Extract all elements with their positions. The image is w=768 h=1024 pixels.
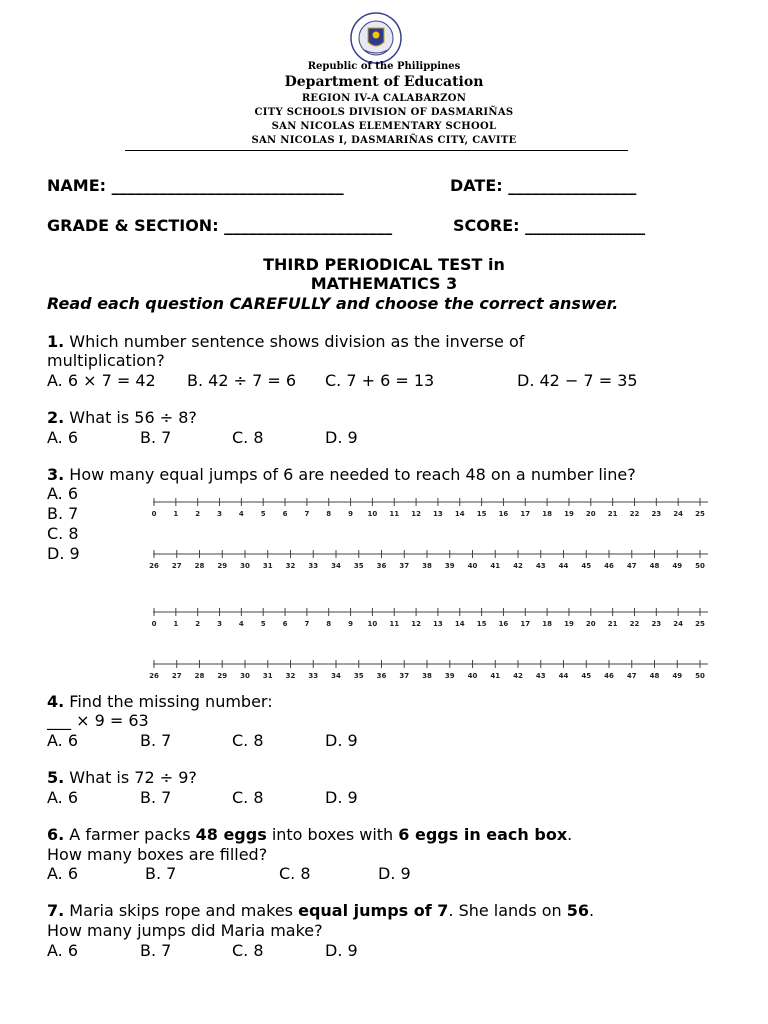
number-line-label: 5 — [260, 510, 266, 518]
q5-option-b: B. 7 — [140, 788, 172, 807]
number-line-label: 2 — [195, 620, 201, 628]
number-line-label: 23 — [651, 510, 662, 518]
number-line-label: 6 — [282, 620, 288, 628]
q3-option-a: A. 6 — [47, 484, 79, 503]
q1-option-a: A. 6 × 7 = 42 — [47, 371, 156, 390]
number-line-label: 33 — [308, 672, 319, 680]
number-line-label: 24 — [673, 510, 684, 518]
number-line-label: 3 — [217, 510, 222, 518]
number-line-label: 8 — [326, 510, 332, 518]
number-line-label: 20 — [585, 620, 596, 628]
number-line-label: 36 — [376, 672, 387, 680]
number-line-label: 20 — [585, 510, 596, 518]
number-line-label: 33 — [308, 562, 319, 570]
number-line-label: 49 — [672, 672, 683, 680]
region-line: REGION IV-A CALABARZON — [301, 93, 467, 104]
number-line-label: 5 — [260, 620, 266, 628]
number-line-label: 30 — [240, 562, 250, 570]
number-line-label: 43 — [535, 672, 546, 680]
number-line-label: 45 — [581, 562, 592, 570]
number-line-label: 30 — [240, 672, 250, 680]
q2-option-a: A. 6 — [47, 428, 79, 447]
q7-option-b: B. 7 — [140, 941, 172, 960]
number-line-label: 14 — [454, 620, 465, 628]
republic-line: Republic of the Philippines — [307, 61, 461, 72]
number-line-label: 48 — [649, 672, 660, 680]
q1-option-c: C. 7 + 6 = 13 — [325, 371, 435, 390]
q2-option-d: D. 9 — [325, 428, 358, 447]
header-divider — [125, 150, 628, 151]
number-line-label: 10 — [367, 620, 378, 628]
question-3: 3. How many equal jumps of 6 are needed to reach 48 on a number line? — [47, 465, 636, 484]
q2-option-c: C. 8 — [232, 428, 264, 447]
question-2: 2. What is 56 ÷ 8? — [47, 408, 197, 427]
question-1-line2: multiplication? — [47, 351, 165, 370]
number-line-label: 10 — [367, 510, 378, 518]
q5-option-c: C. 8 — [232, 788, 264, 807]
q4-option-a: A. 6 — [47, 731, 79, 750]
question-5: 5. What is 72 ÷ 9? — [47, 768, 197, 787]
number-line-label: 11 — [389, 510, 400, 518]
number-line-label: 1 — [173, 510, 179, 518]
number-line-label: 47 — [626, 562, 637, 570]
number-line-label: 0 — [151, 510, 157, 518]
q6-option-b: B. 7 — [145, 864, 177, 883]
department-line: Department of Education — [284, 74, 484, 90]
number-line-label: 49 — [672, 562, 683, 570]
q6-option-d: D. 9 — [378, 864, 411, 883]
number-line-label: 18 — [542, 510, 552, 518]
number-line-label: 17 — [520, 620, 531, 628]
q1-option-b: B. 42 ÷ 7 = 6 — [187, 371, 297, 390]
q6-option-c: C. 8 — [279, 864, 311, 883]
number-line-label: 39 — [444, 562, 455, 570]
number-line-label: 21 — [607, 510, 618, 518]
number-line-label: 7 — [304, 620, 310, 628]
number-line-label: 35 — [353, 562, 364, 570]
q3-option-c: C. 8 — [47, 524, 79, 543]
subject-title: MATHEMATICS 3 — [310, 274, 458, 293]
number-line-label: 22 — [629, 510, 640, 518]
q1-option-d: D. 42 − 7 = 35 — [517, 371, 638, 390]
score-field[interactable]: SCORE: _______________ — [453, 216, 646, 235]
number-line-26-to-50-copy — [148, 652, 714, 682]
number-line-label: 40 — [467, 562, 478, 570]
q7-option-d: D. 9 — [325, 941, 358, 960]
number-line-label: 13 — [433, 510, 443, 518]
number-line-label: 46 — [604, 562, 614, 570]
number-line-label: 27 — [171, 672, 182, 680]
number-line-label: 37 — [399, 672, 410, 680]
q3-option-b: B. 7 — [47, 504, 79, 523]
q7-option-a: A. 6 — [47, 941, 79, 960]
q4-option-d: D. 9 — [325, 731, 358, 750]
number-line-label: 22 — [629, 620, 640, 628]
division-line: CITY SCHOOLS DIVISION OF DASMARIÑAS — [254, 107, 514, 118]
number-line-26-to-50 — [148, 542, 714, 572]
number-line-label: 19 — [564, 510, 574, 518]
number-line-label: 31 — [262, 562, 273, 570]
number-line-label: 46 — [604, 672, 614, 680]
question-6: 6. A farmer packs 48 eggs into boxes with 6 eggs in each box. — [47, 825, 573, 844]
number-line-0-to-25 — [148, 490, 714, 520]
number-line-label: 29 — [217, 672, 228, 680]
q4-option-c: C. 8 — [232, 731, 264, 750]
number-line-label: 48 — [649, 562, 660, 570]
grade-section-field[interactable]: GRADE & SECTION: _____________________ — [47, 216, 393, 235]
number-line-label: 3 — [217, 620, 222, 628]
q4-equation: ___ × 9 = 63 — [47, 711, 149, 730]
address-line: SAN NICOLAS I, DASMARIÑAS CITY, CAVITE — [251, 135, 517, 146]
number-line-label: 15 — [476, 620, 487, 628]
number-line-label: 9 — [348, 510, 353, 518]
q6-option-a: A. 6 — [47, 864, 79, 883]
number-line-label: 25 — [695, 510, 705, 518]
number-line-label: 45 — [581, 672, 592, 680]
number-line-label: 6 — [282, 510, 288, 518]
number-line-label: 7 — [304, 510, 310, 518]
q5-option-d: D. 9 — [325, 788, 358, 807]
number-line-label: 42 — [513, 562, 523, 570]
q2-option-b: B. 7 — [140, 428, 172, 447]
q3-option-d: D. 9 — [47, 544, 80, 563]
number-line-label: 38 — [422, 562, 432, 570]
q7-option-c: C. 8 — [232, 941, 264, 960]
number-line-label: 41 — [490, 672, 501, 680]
number-line-label: 27 — [171, 562, 182, 570]
number-line-label: 34 — [331, 562, 341, 570]
number-line-0-to-25-copy — [148, 600, 714, 630]
test-title: THIRD PERIODICAL TEST in — [263, 255, 505, 274]
number-line-label: 50 — [695, 672, 705, 680]
number-line-label: 15 — [476, 510, 487, 518]
number-line-label: 35 — [353, 672, 364, 680]
number-line-label: 25 — [695, 620, 705, 628]
number-line-label: 47 — [626, 672, 637, 680]
question-7: 7. Maria skips rope and makes equal jumps of 7. She lands on 56. — [47, 901, 595, 920]
number-line-label: 13 — [433, 620, 443, 628]
number-line-label: 28 — [194, 562, 205, 570]
number-line-label: 9 — [348, 620, 353, 628]
number-line-label: 12 — [411, 620, 421, 628]
number-line-label: 17 — [520, 510, 531, 518]
number-line-label: 0 — [151, 620, 157, 628]
number-line-label: 11 — [389, 620, 400, 628]
q5-option-a: A. 6 — [47, 788, 79, 807]
number-line-label: 40 — [467, 672, 478, 680]
number-line-label: 14 — [454, 510, 465, 518]
number-line-label: 4 — [238, 510, 244, 518]
number-line-label: 36 — [376, 562, 387, 570]
number-line-label: 41 — [490, 562, 501, 570]
number-line-label: 16 — [498, 510, 509, 518]
number-line-label: 32 — [285, 562, 296, 570]
number-line-label: 4 — [238, 620, 244, 628]
number-line-label: 37 — [399, 562, 410, 570]
name-field[interactable]: NAME: _____________________________ — [47, 176, 344, 195]
number-line-label: 18 — [542, 620, 552, 628]
number-line-label: 50 — [695, 562, 705, 570]
number-line-label: 42 — [513, 672, 523, 680]
date-field[interactable]: DATE: ________________ — [450, 176, 637, 195]
number-line-label: 34 — [331, 672, 341, 680]
number-line-label: 28 — [194, 672, 205, 680]
number-line-label: 44 — [558, 672, 569, 680]
number-line-label: 2 — [195, 510, 201, 518]
question-6-line2: How many boxes are filled? — [47, 845, 268, 864]
number-line-label: 43 — [535, 562, 546, 570]
number-line-label: 39 — [444, 672, 455, 680]
number-line-label: 26 — [149, 562, 159, 570]
number-line-label: 12 — [411, 510, 421, 518]
school-line: SAN NICOLAS ELEMENTARY SCHOOL — [271, 121, 497, 132]
question-4: 4. Find the missing number: — [47, 692, 273, 711]
number-line-label: 21 — [607, 620, 618, 628]
number-line-label: 1 — [173, 620, 179, 628]
number-line-label: 31 — [262, 672, 273, 680]
number-line-label: 8 — [326, 620, 332, 628]
number-line-label: 16 — [498, 620, 509, 628]
number-line-label: 32 — [285, 672, 296, 680]
number-line-label: 24 — [673, 620, 684, 628]
number-line-label: 44 — [558, 562, 569, 570]
number-line-label: 23 — [651, 620, 662, 628]
instructions: Read each question CAREFULLY and choose the correct answer. — [47, 294, 619, 313]
number-line-label: 26 — [149, 672, 159, 680]
question-7-line2: How many jumps did Maria make? — [47, 921, 323, 940]
q4-option-b: B. 7 — [140, 731, 172, 750]
question-1: 1. Which number sentence shows division as the inverse of — [47, 332, 525, 351]
number-line-label: 19 — [564, 620, 574, 628]
number-line-label: 38 — [422, 672, 432, 680]
number-line-label: 29 — [217, 562, 228, 570]
deped-seal-logo — [350, 12, 402, 64]
